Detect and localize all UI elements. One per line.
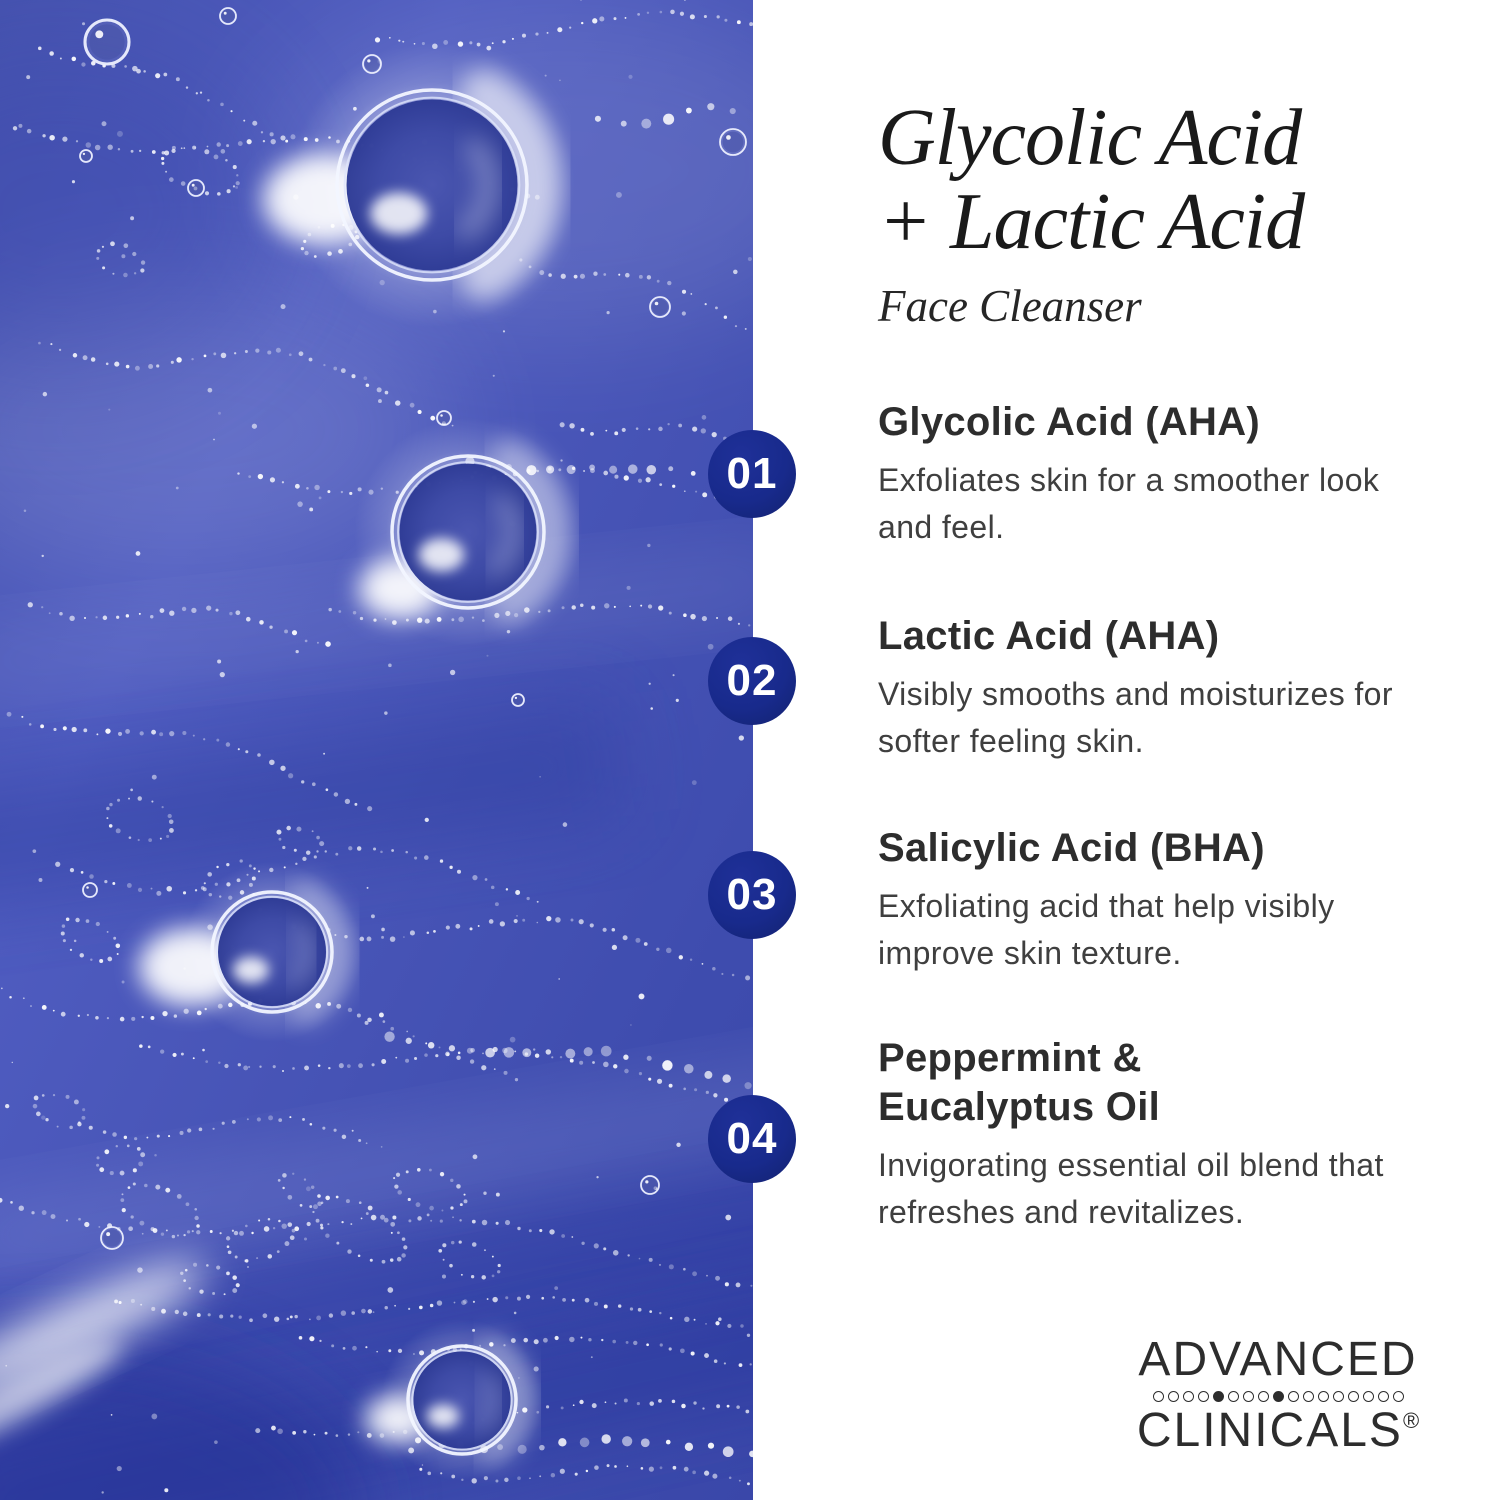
- ingredient-description: Invigorating essential oil blend that refreshes and revitalizes.: [878, 1147, 1384, 1230]
- separator-dot: [1378, 1391, 1389, 1402]
- separator-dot: [1228, 1391, 1239, 1402]
- ingredient-item-3: [878, 824, 1443, 977]
- separator-dot: [1168, 1391, 1179, 1402]
- product-title: [878, 96, 1458, 264]
- separator-dot: [1303, 1391, 1314, 1402]
- brand-logo: [1128, 1333, 1428, 1457]
- title-block: [878, 96, 1458, 332]
- product-subtitle: Face Cleanser: [878, 281, 1142, 331]
- separator-dot: [1198, 1391, 1209, 1402]
- brand-name-text: CLINICALS: [1136, 1404, 1403, 1457]
- separator-dot: [1393, 1391, 1404, 1402]
- ingredient-item-1: [878, 398, 1443, 551]
- title-line-1: Glycolic Acid: [878, 94, 1302, 182]
- ingredient-item-4: [878, 1034, 1443, 1236]
- ingredient-name: Peppermint & Eucalyptus Oil: [878, 1036, 1161, 1129]
- separator-dot: [1183, 1391, 1194, 1402]
- step-badge-3: [708, 851, 796, 939]
- step-badge-4: [708, 1095, 796, 1183]
- title-line-2: + Lactic Acid: [878, 178, 1305, 266]
- step-badge-2: [708, 637, 796, 725]
- ingredient-description: Exfoliating acid that help visibly improve skin texture.: [878, 888, 1335, 971]
- step-number: 01: [726, 449, 778, 498]
- brand-name-top: ADVANCED: [1138, 1333, 1418, 1386]
- brand-name-bottom: [1128, 1404, 1428, 1457]
- step-number: 02: [726, 656, 778, 705]
- ingredient-item-2: [878, 612, 1443, 765]
- ingredient-name: Salicylic Acid (BHA): [878, 826, 1265, 870]
- separator-dot: [1363, 1391, 1374, 1402]
- ingredient-name: Lactic Acid (AHA): [878, 614, 1220, 658]
- step-badge-1: [708, 430, 796, 518]
- separator-dot: [1318, 1391, 1329, 1402]
- separator-dot: [1243, 1391, 1254, 1402]
- separator-dot: [1258, 1391, 1269, 1402]
- ingredient-description: Visibly smooths and moisturizes for softer feeling skin.: [878, 676, 1393, 759]
- separator-dot: [1273, 1391, 1284, 1402]
- ingredient-name: Glycolic Acid (AHA): [878, 400, 1261, 444]
- ingredient-description: Exfoliates skin for a smoother look and feel.: [878, 462, 1380, 545]
- registered-trademark-icon: ®: [1402, 1408, 1420, 1433]
- separator-dot: [1213, 1391, 1224, 1402]
- step-number: 04: [726, 1114, 778, 1163]
- separator-dot: [1348, 1391, 1359, 1402]
- separator-dot: [1153, 1391, 1164, 1402]
- logo-dot-separator: [1128, 1391, 1428, 1402]
- separator-dot: [1288, 1391, 1299, 1402]
- step-number: 03: [726, 870, 778, 919]
- separator-dot: [1333, 1391, 1344, 1402]
